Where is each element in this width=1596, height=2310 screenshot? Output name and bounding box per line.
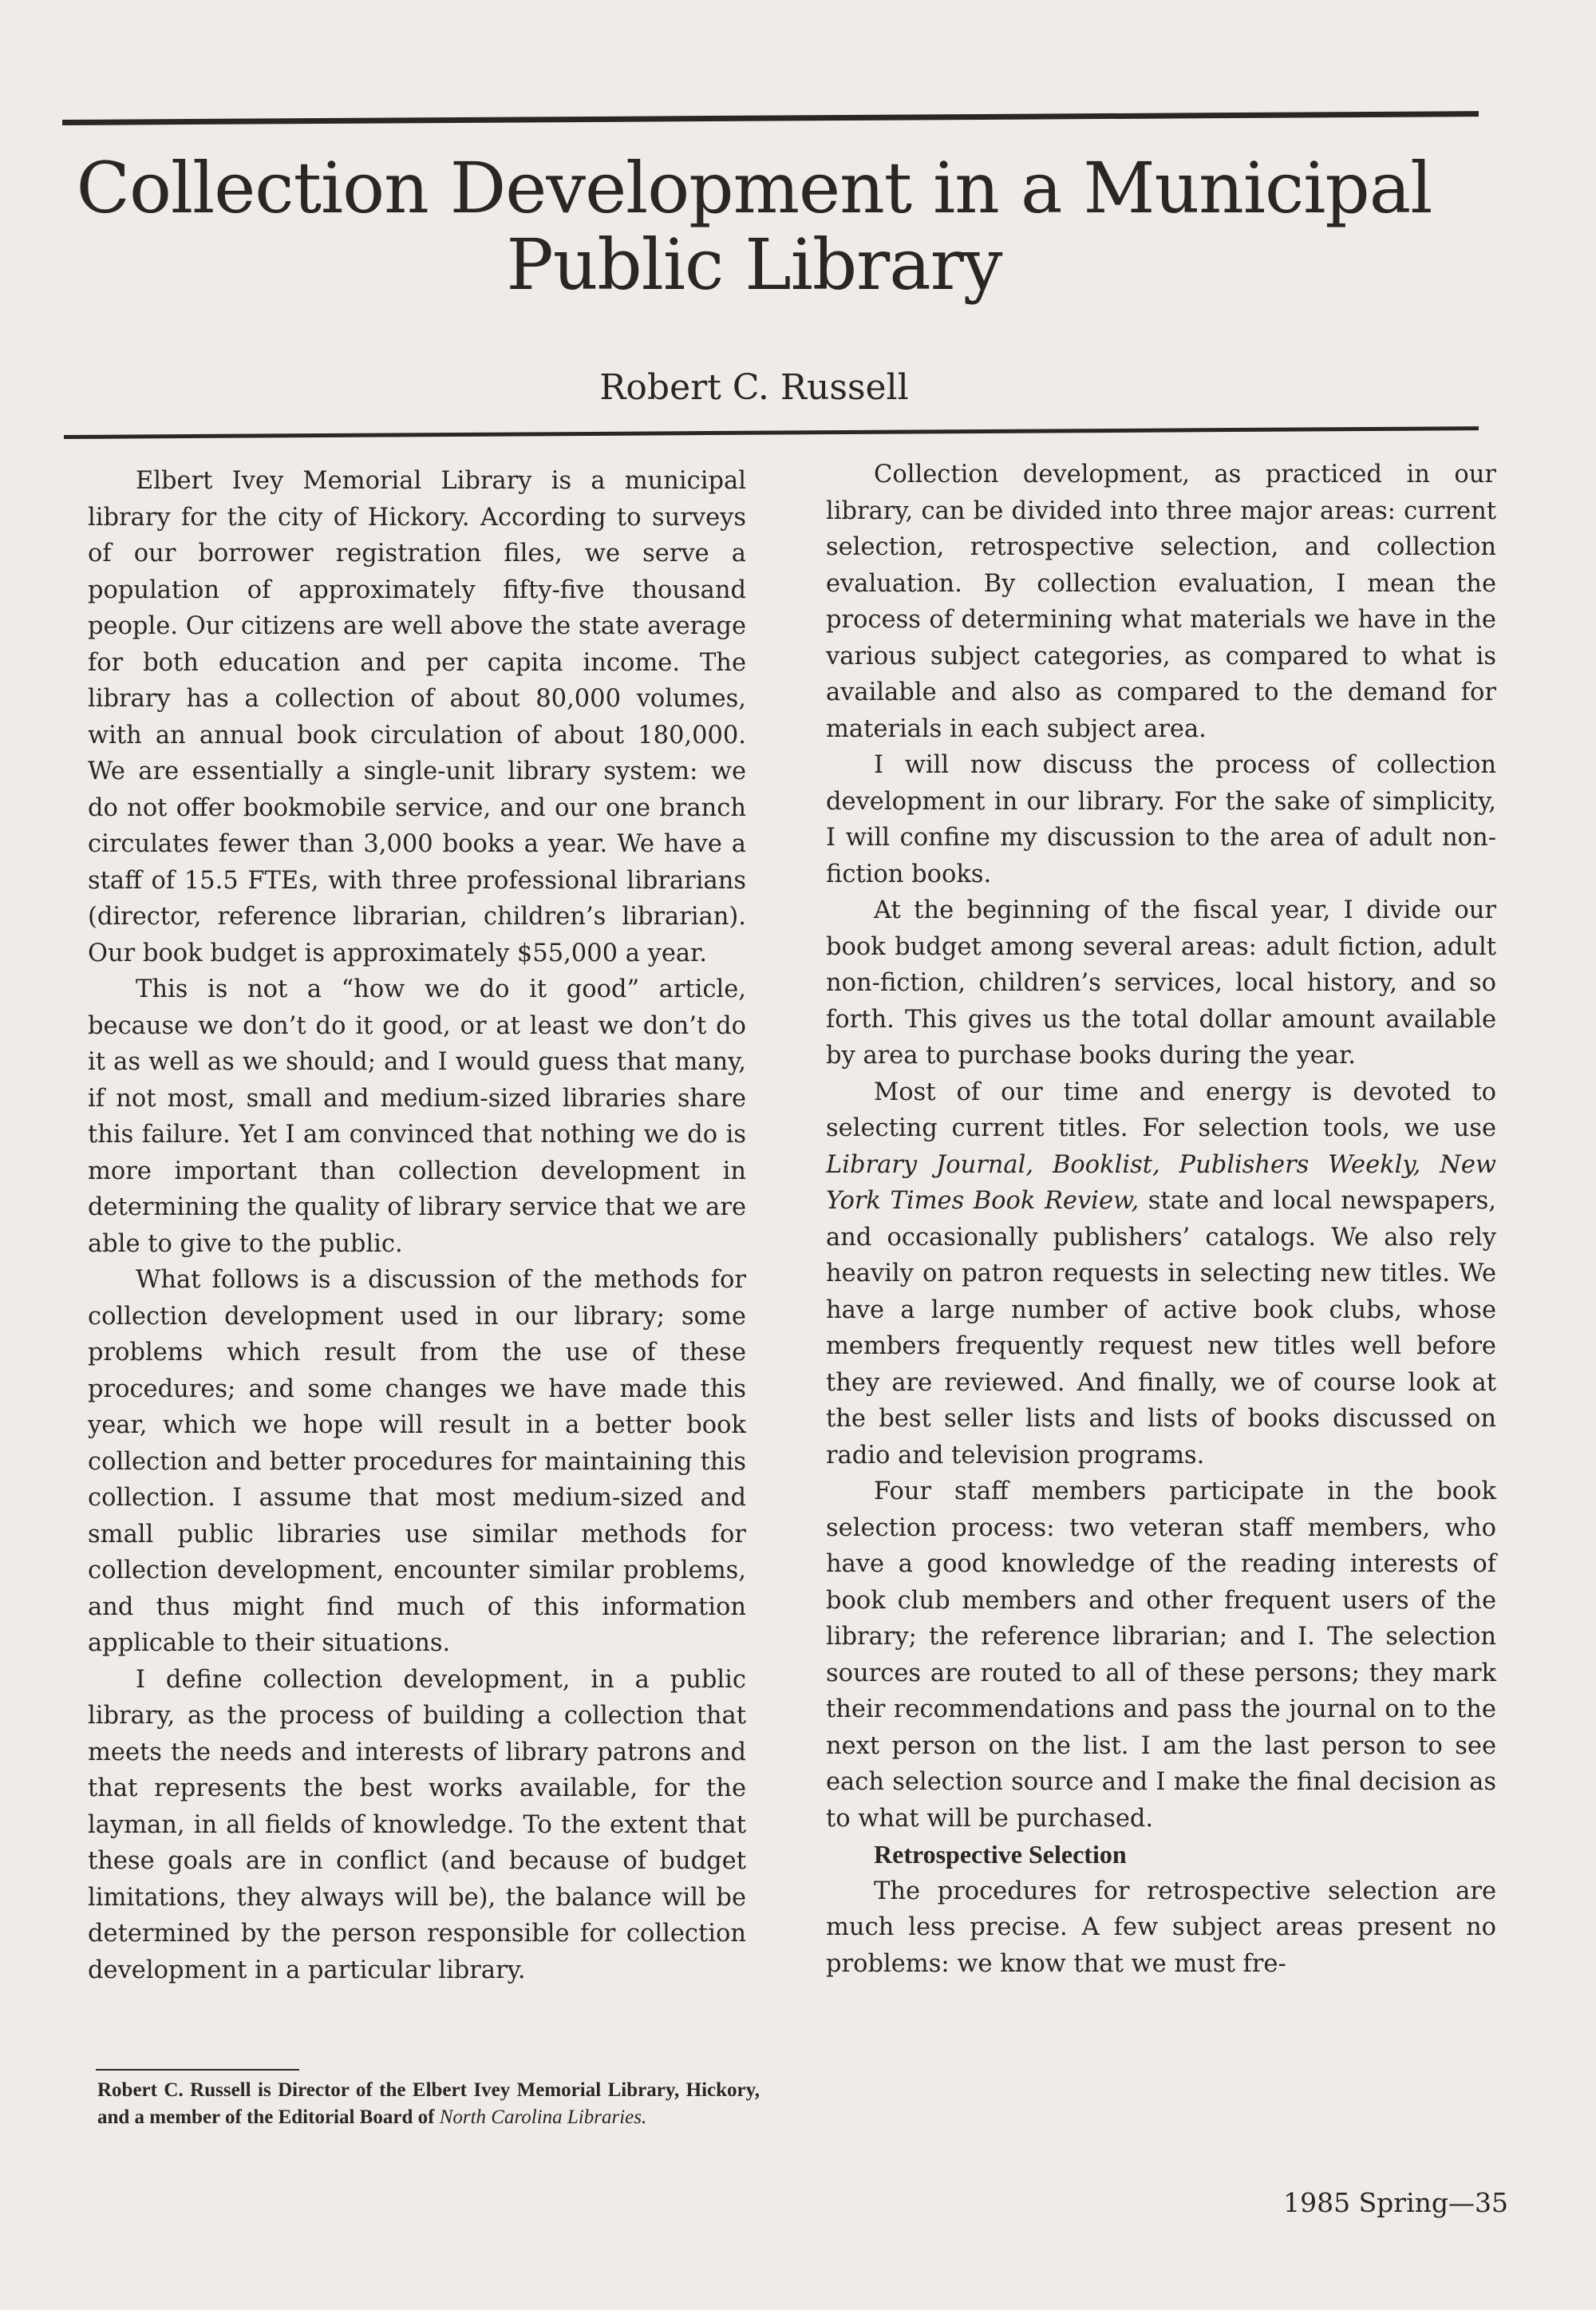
title-top-rule — [62, 111, 1479, 125]
paragraph: This is not a “how we do it good” article, because we don’t do it good, or at least we don’t do it as well as we should; and I would guess that many, if not most, small and medium-sized libraries share this failure. Yet I am convinced that nothing we do is more important than collection development in determining the quality of library service that we are able to give to the public. — [88, 975, 746, 1258]
paragraph-text: state and local newspapers, and occasionally publishers’ catalogs. We also rely heavily on patron requests in selecting new titles. We have a large number of active book clubs, whose members frequently request new titles well before they are reviewed. And finally, we of course look at the best seller lists and lists of books discussed on radio and television programs. — [826, 1187, 1496, 1469]
article-author: Robert C. Russell — [599, 367, 909, 408]
footnote-rule — [96, 2069, 299, 2071]
section-heading: Retrospective Selection — [874, 1840, 1127, 1869]
page-folio: 1985 Spring—35 — [1283, 2187, 1508, 2218]
author-footnote — [97, 2077, 760, 2131]
paragraph: The procedures for retrospective selection are much less precise. A few subject areas present no problems: we know that we must fre- — [826, 1877, 1496, 1978]
article-title: Collection Development in a Municipal Public Library — [76, 147, 1432, 306]
paragraph: Collection development, as practiced in our library, can be divided into three major areas: current selection, retrospective selection, and collection evaluation. By collection evaluation, I mean the process of determining what materials we have in the various subject categories, as compared to what is available and also as compared to the demand for materials in each subject area. — [826, 461, 1496, 743]
paragraph — [826, 1074, 1496, 1474]
right-column — [826, 457, 1496, 1982]
selection-tools-italic: Library Journal, Booklist, Publishers Weekly, New York Times Book Review, — [826, 1150, 1496, 1215]
paragraph: I define collection development, in a public library, as the process of building a collection that meets the needs and interests of library patrons and that represents the best works available, for the layman, in all fields of knowledge. To the extent that these goals are in conflict (and because of budget limitations, they always will be), the balance will be determined by the person responsible for collection development in a particular library. — [88, 1665, 746, 1984]
title-bottom-rule — [64, 426, 1479, 439]
footnote-text: Robert C. Russell is Director of the Elbert Ivey Memorial Library, Hickory, and a member of the Editorial Board of — [97, 2079, 760, 2128]
paragraph: Elbert Ivey Memorial Library is a municipal library for the city of Hickory. According to surveys of our borrower registration files, we serve a population of approximately fifty-five thousand people. Our citizens are well above the state average for both education and per capita income. The library has a collection of about 80,000 volumes, with an annual book circulation of about 180,000. We are essentially a single-unit library system: we do not offer bookmobile service, and our one branch circulates fewer than 3,000 books a year. We have a staff of 15.5 FTEs, with three professional librarians (director, reference librarian, children’s librarian). Our book budget is approximately $55,000 a year. — [88, 467, 746, 967]
paragraph: What follows is a discussion of the methods for collection development used in our library; some problems which result from the use of these procedures; and some changes we have made this year, which we hope will result in a better book collection and better procedures for maintaining this collection. I assume that most medium-sized and small public libraries use similar methods for collection development, encounter similar problems, and thus might find much of this information applicable to their situations. — [88, 1266, 746, 1657]
left-column — [88, 463, 746, 1988]
paragraph: Four staff members participate in the book selection process: two veteran staff members, who have a good knowledge of the reading interests of book club members and other frequent users of the library; the reference librarian; and I. The selection sources are routed to all of these persons; they mark their recommendations and pass the journal on to the next person on the list. I am the last person to see each selection source and I make the final decision as to what will be purchased. — [826, 1477, 1496, 1833]
paragraph-text: Most of our time and energy is devoted to selecting current titles. For selection tools, we use — [826, 1078, 1496, 1142]
footnote-journal: North Carolina Libraries. — [439, 2106, 647, 2128]
paragraph: At the beginning of the fiscal year, I divide our book budget among several areas: adult fiction, adult non-fiction, children’s services, local history, and so forth. This gives us the total dollar amount available by area to purchase books during the year. — [826, 896, 1496, 1070]
paragraph: I will now discuss the process of collection development in our library. For the sake of simplicity, I will confine my discussion to the area of adult non-fiction books. — [826, 751, 1496, 888]
